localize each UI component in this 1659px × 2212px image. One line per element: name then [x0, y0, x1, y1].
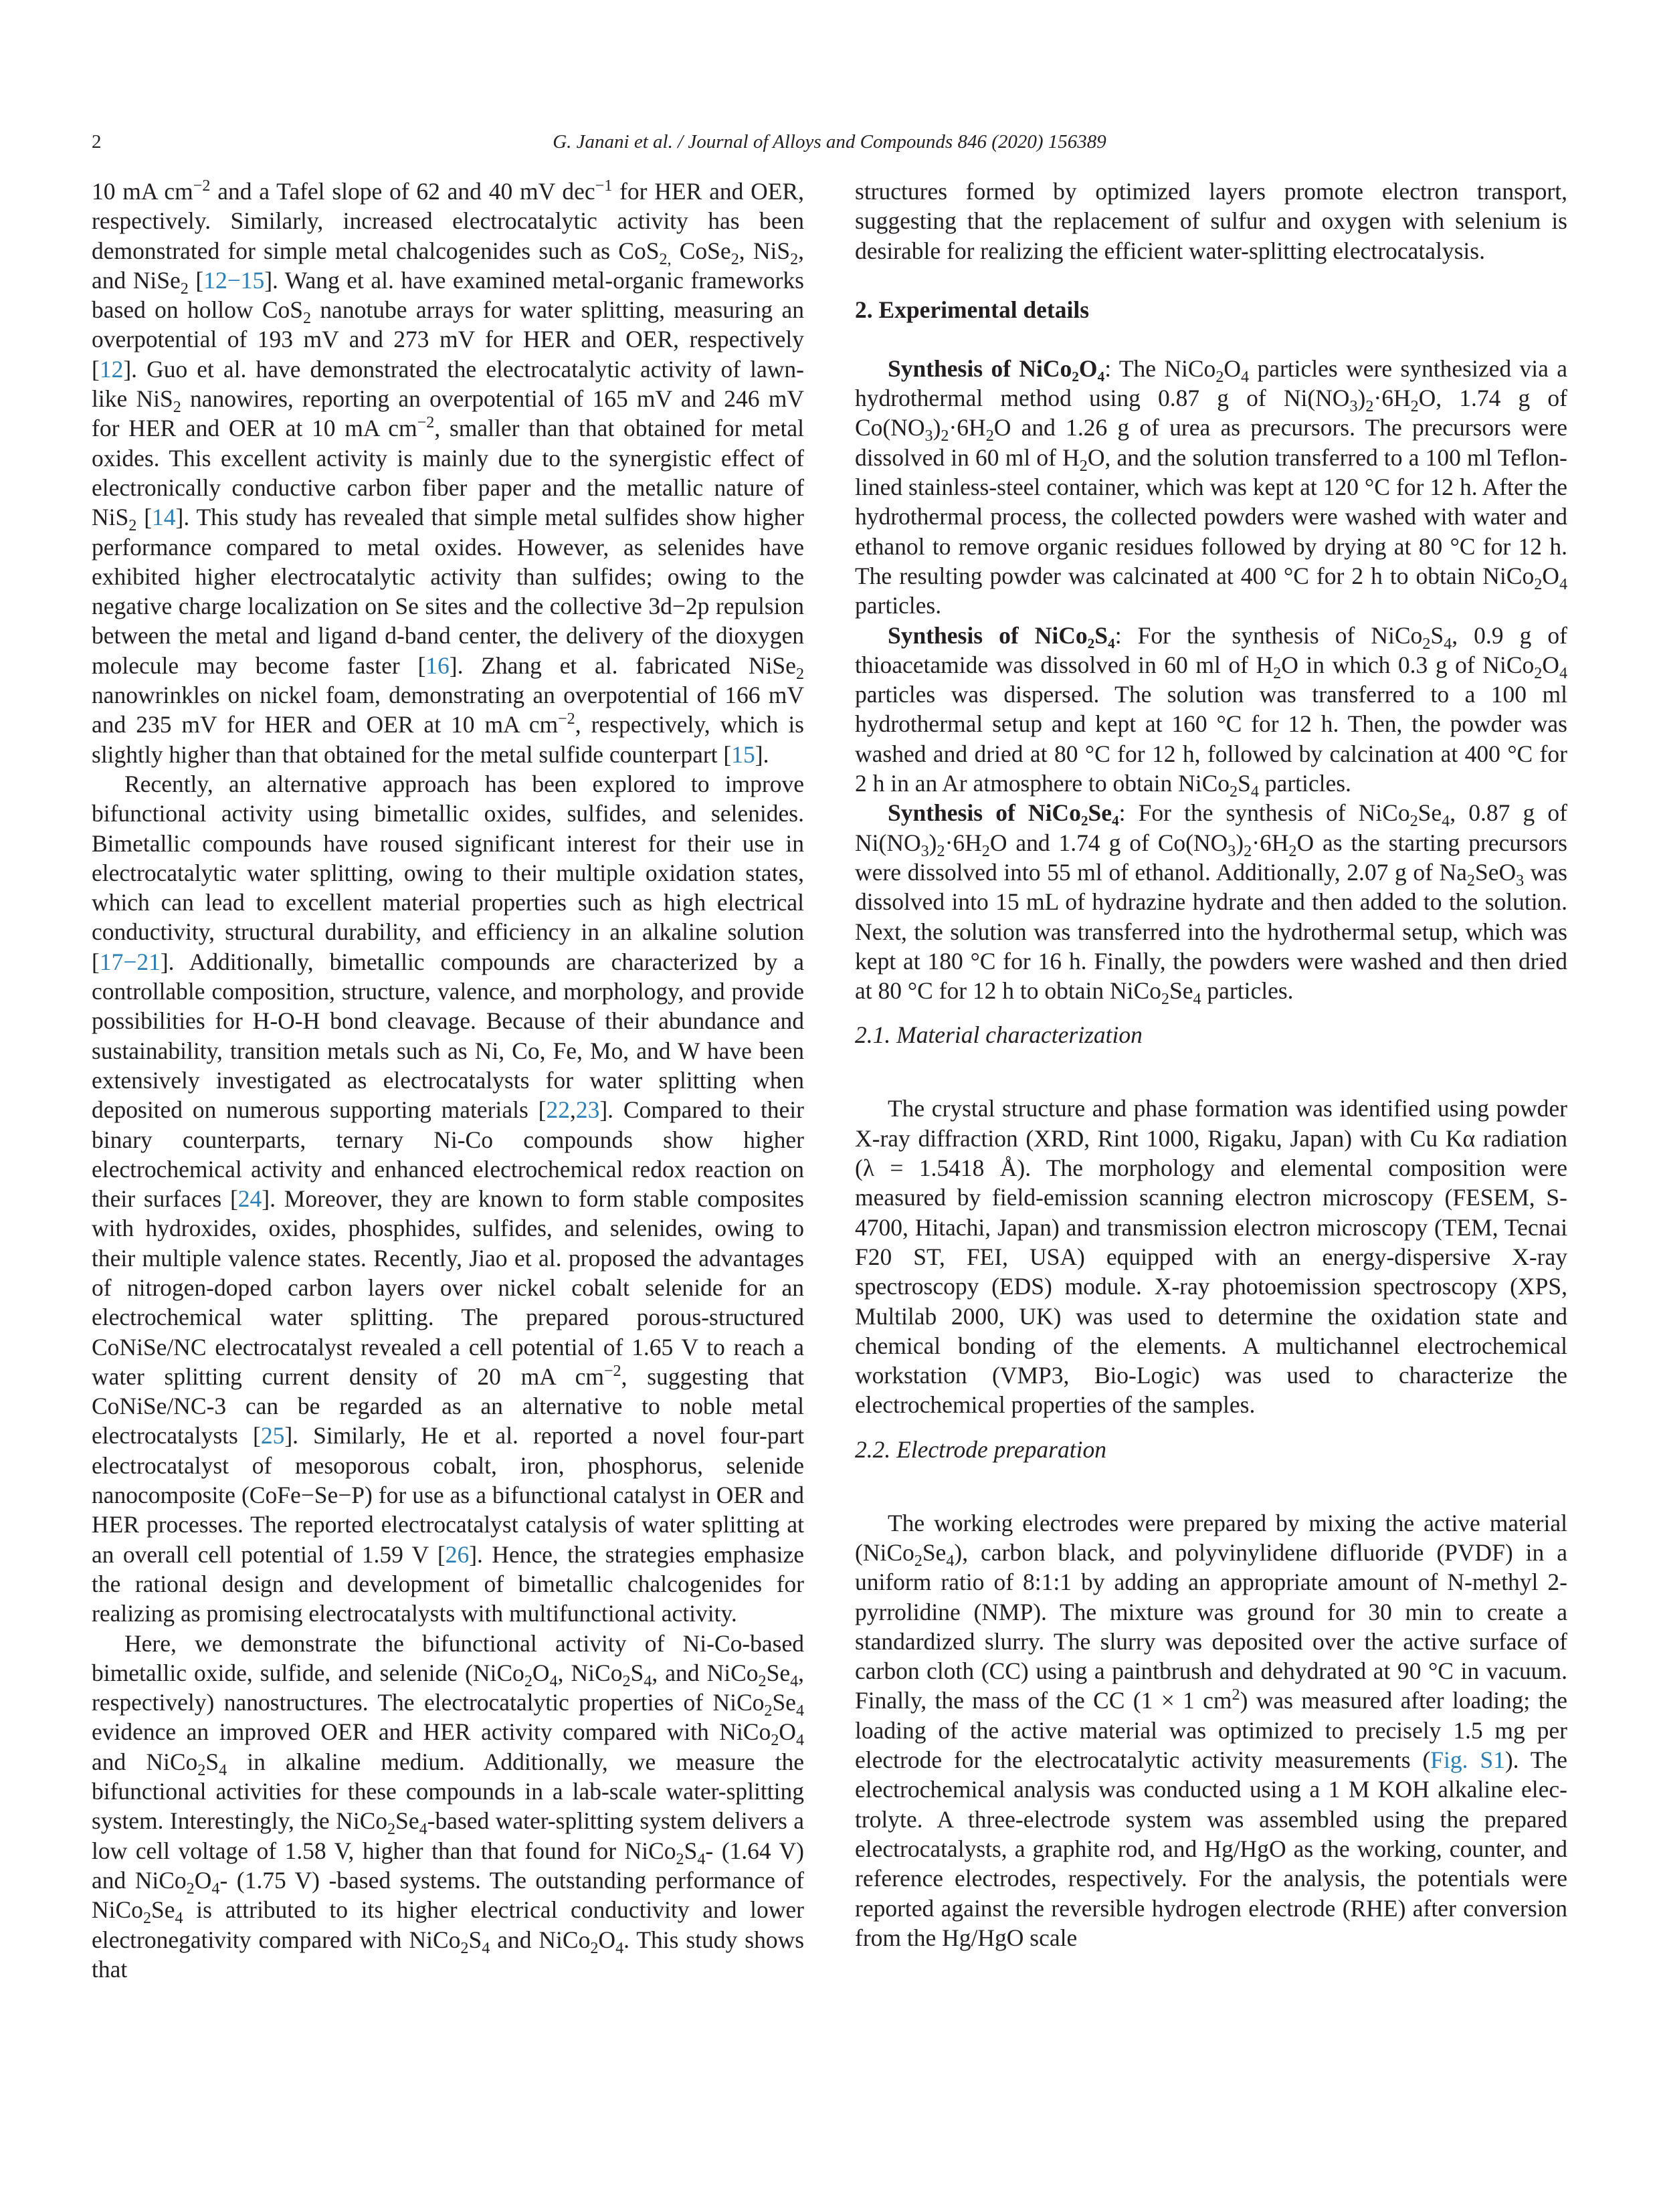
citation-link[interactable]: 24 — [237, 1185, 262, 1213]
subsection-heading-material-characterization: 2.1. Material characterization — [855, 1021, 1143, 1049]
run-in-heading: Synthesis of NiCo₂S₄ — [888, 621, 1115, 649]
paragraph-continuation: structures formed by optimized layers promote electron transport, suggesting that the replacement of sulfur and oxygen with selenium is desirable for realizing the efficient water-splitting electrocatalysis. — [855, 178, 1567, 264]
citation-link[interactable]: 23 — [575, 1096, 600, 1124]
page-number: 2 — [92, 131, 102, 153]
figure-link[interactable]: Fig. S1 — [1430, 1746, 1505, 1774]
run-in-heading: Synthesis of NiCo₂Se₄ — [888, 799, 1119, 827]
paragraph-synthesis-selenide: Synthesis of NiCo₂Se₄: For the synthesis of $NiCo_2Se_4$, 0.87 g of $Ni(NO_3)_2\cdot 6H_2O$ and 1.74 g of $Co(NO_3)_2\cdot 6H_2O$ as the starting precursors were dissolved into 55 ml of ethanol. Additionally, 2.07 g of $Na_2SeO_3$ was dissolved into 15 mL of hydrazine hydrate and then added to the solution. Next, the solution was transferred into the hydrothermal setup, which was kept at 180 °C for 16 h. Finally, the powders were washed and then dried at 80 °C for 12 h to obtain $NiCo_2Se_4$ particles. — [855, 799, 1567, 1009]
citation-link[interactable]: 14 — [152, 504, 176, 531]
run-in-heading: Synthesis of NiCo₂O₄ — [888, 355, 1105, 382]
left-column — [92, 177, 804, 1984]
running-header — [92, 127, 1567, 157]
paragraph-synthesis-oxide: Synthesis of NiCo₂O₄: The $NiCo_2O_4$ particles were synthesized via a hydrothermal method using 0.87 g of $Ni(NO_3)_2\cdot 6H_2O$, 1.74 g of $Co(NO_3)_2\cdot 6H_2O$ and 1.26 g of urea as precursors. The precursors were dissolved in 60 ml of $H_2O$, and the solution transferred to a 100 ml Teflon-lined stainless-steel container, which was kept at 120 °C for 12 h. After the hydrothermal process, the collected powders were washed with water and ethanol to remove organic residues followed by drying at 80 °C for 12 h. The resulting powder was calcinated at 400 °C for 2 h to obtain $NiCo_2O_4$ particles. — [855, 355, 1568, 619]
citation-link[interactable]: 17−21 — [99, 948, 161, 975]
paragraph-her-oer-intro: 10 mA $cm^{-2}$ and a Tafel slope of 62 and 40 mV dec$^{-1}$ for HER and OER, respectively. Similarly, increased electrocatalytic activity has been demonstrated for simple metal chalcogenides such as CoS$_{2,}$ CoSe$_2$, NiS$_2$, and NiSe$_2$ [12−15]. Wang et al. have examined metal-organic frameworks based on hollow CoS$_2$ nanotube arrays for water splitting, measuring an overpotential of 193 mV and 273 mV for HER and OER, respectively [12]. Guo et al. have demonstrated the electrocatalytic activity of lawn-like NiS$_2$ nanowires, reporting an overpotential of 165 mV and 246 mV for HER and OER at 10 mA $cm^{-2}$, smaller than that obtained for metal oxides. This excellent activity is mainly due to the synergistic effect of electronically conductive carbon fiber paper and the metallic nature of NiS$_2$ [14]. This study has revealed that simple metal sulfides show higher performance compared to metal oxides. However, as selenides have exhibited higher electrocatalytic activity than sulfides; owing to the negative charge localization on Se sites and the collective 3d−2p repulsion between the metal and ligand d-band center, the delivery of the dioxygen molecule may become faster [16]. Zhang et al. fabricated NiSe$_2$ nanowrinkles on nickel foam, demonstrating an overpotential of 166 mV and 235 mV for HER and OER at 10 mA $cm^{-2}$, respectively, which is slightly higher than that obtained for the metal sulfide counterpart [15]. — [92, 177, 805, 768]
citation-link[interactable]: 12−15 — [203, 266, 265, 294]
subsection-heading-electrode-preparation: 2.2. Electrode preparation — [855, 1435, 1106, 1463]
citation-link[interactable]: 26 — [445, 1540, 470, 1568]
paragraph-bimetallic: Recently, an alternative approach has been explored to improve bifunctional activity using bimetallic oxides, sulfides, and selenides. Bimetallic compounds have roused significant interest for their use in electrocatalytic water splitting, owing to their multiple oxidation states, which can lead to excellent material properties such as high electrical conductivity, structural durability, and efficiency in an alkaline solution [17−21]. Additionally, bimetallic compounds are characterized by a controllable composition, structure, valence, and morphology, and provide possibilities for H-O-H bond cleavage. Because of their abundance and sustainability, transition metals such as Ni, Co, Fe, Mo, and W have been extensively investigated as electrocatalysts for water splitting when deposited on numerous supporting materials [22,23]. Compared to their binary counterparts, ternary Ni-Co compounds show higher electrochemical activity and enhanced electrochemical redox reaction on their surfaces [24]. Moreover, they are known to form stable composites with hydroxides, oxides, phosphides, sulfides, and selenides, owing to their multiple valence states. Recently, Jiao et al. proposed the advantages of nitrogen-doped carbon layers over nickel cobalt selenide for an electrochemical water splitting. The prepared porous-structured CoNiSe/NC electrocatalyst revealed a cell potential of 1.65 V to reach a water splitting current density of 20 mA $cm^{-2}$, suggesting that CoNiSe/NC-3 can be regarded as an alternative to noble metal electrocatalysts [25]. Similarly, He et al. reported a novel four-part electrocatalyst of mesoporous cobalt, iron, phosphorus, selenide nanocomposite (CoFe−Se−P) for use as a bifunctional catalyst in OER and HER processes. The reported electrocatalyst catalysis of water splitting at an overall cell potential of 1.59 V [26]. Hence, the strategies emphasize the rational design and development of bimetallic chalcogenides for realizing as promising electrocatalysts with multifunctional activity. — [92, 770, 804, 1627]
paragraph-characterization: The crystal structure and phase formation was identified using powder X-ray diffraction (XRD, Rint 1000, Rigaku, Japan) with Cu Kα radiation (λ = 1.5418 Å). The morphology and elemental composition were measured by field-emission scanning electron microscopy (FESEM, S-4700, Hitachi, Japan) and transmission electron microscopy (TEM, Tecnai F20 ST, FEI, USA) equipped with an energy-dispersive X-ray spectroscopy (EDS) module. X-ray photoemission spectroscopy (XPS, Multilab 2000, UK) was used to determine the oxidation state and chemical bonding of the elements. A multichannel electrochemical workstation (VMP3, Bio-Logic) was used to characterize the electrochemical properties of the samples. — [855, 1095, 1567, 1419]
paragraph-this-work: Here, we demonstrate the bifunctional activity of Ni-Co-based bimetallic oxide, sulfide, and selenide ($NiCo_2O_4$, $NiCo_2S_4$, and $NiCo_2Se_4$, respectively) nanostructures. The electrocatalytic properties of $NiCo_2Se_4$ evidence an improved OER and HER activity compared with $NiCo_2O_4$ and $NiCo_2S_4$ in alkaline medium. Additionally, we measure the bifunctional activities for these compounds in a lab-scale water-splitting system. Interestingly, the $NiCo_2Se_4$-based water-splitting system delivers a low cell voltage of 1.58 V, higher than that found for $NiCo_2S_4-$ (1.64 V) and $NiCo_2O_4-$ (1.75 V) -based systems. The outstanding performance of $NiCo_2Se_4$ is attributed to its higher electrical conductivity and lower electronegativity compared with $NiCo_2S_4$ and $NiCo_2O_4$. This study shows that — [92, 1629, 805, 1983]
paragraph-electrode: The working electrodes were prepared by mixing the active material $(NiCo_2Se_4)$, carbon black, and polyvinylidene difluoride (PVDF) in a uniform ratio of 8:1:1 by adding an appropriate amount of N-methyl 2-pyrrolidine (NMP). The mixture was ground for 30 min to create a standardized slurry. The slurry was deposited over the active surface of carbon cloth (CC) using a paintbrush and dehydrated at 90 °C in vacuum. Finally, the mass of the CC (1 × 1 $cm^2$) was measured after loading; the loading of the active material was optimized to precisely 1.5 mg per electrode for the electrocatalytic activity measurements (Fig. S1). The electrochemical analysis was conducted using a 1 M KOH alkaline electrolyte. A three-electrode system was assembled using the prepared electrocatalysts, a graphite rod, and Hg/HgO as the working, counter, and reference electrodes, respectively. For the analysis, the potentials were reported against the reversible hydrogen electrode (RHE) after conversion from the Hg/HgO scale — [855, 1509, 1567, 1951]
citation-link[interactable]: 25 — [260, 1422, 285, 1449]
right-column — [855, 177, 1567, 1952]
citation-link[interactable]: 15 — [731, 740, 755, 768]
section-heading-experimental: 2. Experimental details — [855, 296, 1090, 323]
paragraph-synthesis-sulfide: Synthesis of NiCo₂S₄: For the synthesis of $NiCo_2S_4$, 0.9 g of thioacetamide was dissolved in 60 ml of $H_2O$ in which 0.3 g of $NiCo_2O_4$ particles was dispersed. The solution was transferred to a 100 ml hydrothermal setup and kept at 160 °C for 12 h. Then, the powder was washed and dried at 80 °C for 12 h, followed by calcination at 400 °C for 2 h in an Ar atmosphere to obtain $NiCo_2S_4$ particles. — [855, 621, 1567, 801]
citation-link[interactable]: 16 — [425, 651, 450, 679]
citation-link[interactable]: 22 — [546, 1096, 570, 1124]
running-title: G. Janani et al. / Journal of Alloys and Compounds 846 (2020) 156389 — [553, 131, 1106, 153]
citation-link[interactable]: 12 — [99, 355, 124, 383]
